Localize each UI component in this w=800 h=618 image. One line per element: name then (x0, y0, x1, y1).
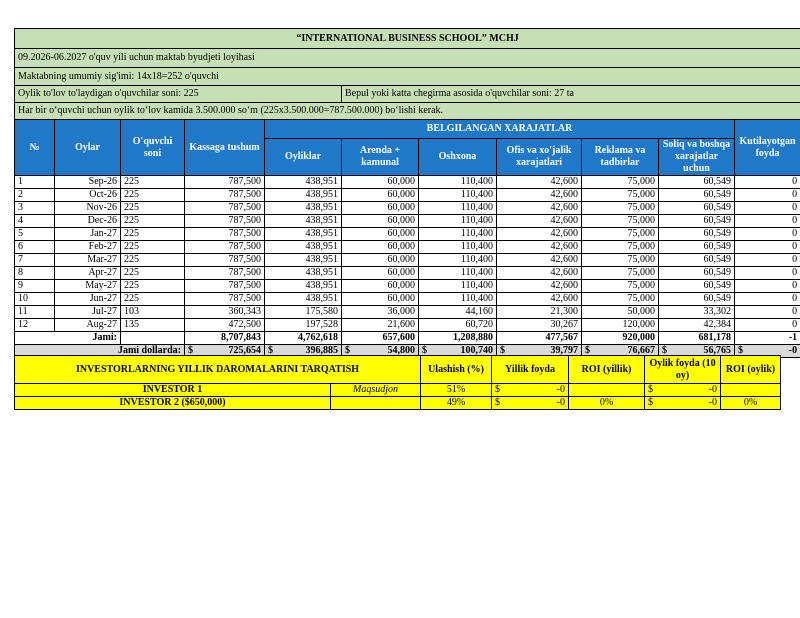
dollar-symbol: $ (648, 397, 654, 408)
row-ads: 75,000 (582, 254, 659, 267)
investor-yearly-profit (492, 384, 569, 397)
row-students: 225 (121, 228, 185, 241)
row-kitchen: 44,160 (419, 306, 497, 319)
row-month: Apr-27 (55, 267, 121, 280)
col-header-roi-yearly: ROI (yillik) (569, 356, 645, 384)
row-month: May-27 (55, 280, 121, 293)
row-office: 42,600 (497, 267, 582, 280)
row-salaries: 438,951 (265, 189, 342, 202)
table-row (15, 293, 800, 306)
row-cash: 787,500 (185, 267, 265, 280)
dollar-symbol: $ (268, 345, 273, 356)
investor-monthly-profit (645, 384, 721, 397)
col-header-rent: Arenda + kamunal (342, 139, 419, 176)
row-no: 4 (15, 215, 55, 228)
dollar-symbol: $ (495, 397, 501, 408)
row-cash: 787,500 (185, 176, 265, 189)
investor-roi-monthly: 0% (721, 397, 781, 410)
row-ads: 75,000 (582, 267, 659, 280)
row-month: Jan-27 (55, 228, 121, 241)
row-profit: 0 (735, 189, 800, 202)
capacity-info: Maktabning umumiy sig'imi: 14x18=252 o'quvchi (15, 68, 800, 86)
investor-monthly-profit (645, 397, 721, 410)
dollars-label: Jami dollarda: (15, 345, 185, 358)
col-header-kitchen: Oshxona (419, 139, 497, 176)
row-rent: 60,000 (342, 189, 419, 202)
row-kitchen: 110,400 (419, 202, 497, 215)
table-row (15, 241, 800, 254)
totals-profit: -1 (735, 332, 800, 345)
row-no: 5 (15, 228, 55, 241)
free-students-info: Bepul yoki katta chegirma asosida o'quvchilar soni: 27 ta (342, 86, 800, 103)
row-ads: 75,000 (582, 176, 659, 189)
investor-note: Maqsudjon (331, 384, 421, 397)
investor-roi-yearly: 0% (569, 397, 645, 410)
investor-roi-monthly (721, 384, 781, 397)
row-ads: 120,000 (582, 319, 659, 332)
row-students: 225 (121, 189, 185, 202)
row-cash: 787,500 (185, 241, 265, 254)
row-profit: 0 (735, 267, 800, 280)
col-header-roi-monthly: ROI (oylik) (721, 356, 781, 384)
row-rent: 60,000 (342, 202, 419, 215)
dollar-symbol: $ (500, 345, 505, 356)
investor-table (14, 355, 781, 410)
row-rent: 60,000 (342, 254, 419, 267)
row-kitchen: 110,400 (419, 189, 497, 202)
row-students: 225 (121, 202, 185, 215)
row-salaries: 438,951 (265, 228, 342, 241)
row-month: Oct-26 (55, 189, 121, 202)
row-profit: 0 (735, 306, 800, 319)
row-cash: 360,343 (185, 306, 265, 319)
col-header-tax: Soliq va boshqa xarajatlar uchun (659, 139, 735, 176)
table-row (15, 189, 800, 202)
row-kitchen: 110,400 (419, 267, 497, 280)
row-month: Jul-27 (55, 306, 121, 319)
row-no: 11 (15, 306, 55, 319)
row-cash: 472,500 (185, 319, 265, 332)
dollar-symbol: $ (495, 384, 501, 395)
dollar-symbol: $ (662, 345, 667, 356)
row-ads: 75,000 (582, 189, 659, 202)
col-header-no: № (15, 120, 55, 176)
row-profit: 0 (735, 319, 800, 332)
row-month: Nov-26 (55, 202, 121, 215)
row-office: 42,600 (497, 293, 582, 306)
row-rent: 60,000 (342, 241, 419, 254)
row-salaries: 438,951 (265, 254, 342, 267)
table-row (15, 280, 800, 293)
row-rent: 36,000 (342, 306, 419, 319)
row-kitchen: 110,400 (419, 280, 497, 293)
dollar-amount: 100,740 (460, 345, 493, 356)
row-profit: 0 (735, 215, 800, 228)
row-students: 135 (121, 319, 185, 332)
investor-yearly-value (495, 397, 565, 409)
row-office: 42,600 (497, 215, 582, 228)
dollar-symbol: $ (422, 345, 427, 356)
row-no: 6 (15, 241, 55, 254)
row-salaries: 438,951 (265, 267, 342, 280)
row-salaries: 438,951 (265, 293, 342, 306)
fee-note: Har bir o‘quvchi uchun oylik to‘lov kamida 3.500.000 so‘m (225x3.500.000=787.500.000) bo‘lishi kerak. (15, 103, 800, 120)
row-salaries: 438,951 (265, 202, 342, 215)
col-header-office: Ofis va xo'jalik xarajatlari (497, 139, 582, 176)
row-tax: 60,549 (659, 176, 735, 189)
investor-monthly-value (648, 397, 717, 409)
totals-label: Jami: (15, 332, 121, 345)
paying-students-info: Oylik to'lov to'laydigan o'quvchilar soni: 225 (15, 86, 342, 103)
col-header-ads: Reklama va tadbirlar (582, 139, 659, 176)
row-office: 30,267 (497, 319, 582, 332)
row-no: 9 (15, 280, 55, 293)
row-rent: 60,000 (342, 176, 419, 189)
row-month: Feb-27 (55, 241, 121, 254)
row-students: 225 (121, 254, 185, 267)
dollar-symbol: $ (188, 345, 193, 356)
row-salaries: 175,580 (265, 306, 342, 319)
row-cash: 787,500 (185, 254, 265, 267)
row-ads: 75,000 (582, 228, 659, 241)
dollar-amount: 725,654 (228, 345, 261, 356)
totals-salaries: 4,762,618 (265, 332, 342, 345)
row-salaries: 438,951 (265, 176, 342, 189)
row-profit: 0 (735, 202, 800, 215)
row-tax: 33,302 (659, 306, 735, 319)
row-rent: 60,000 (342, 280, 419, 293)
row-kitchen: 60,720 (419, 319, 497, 332)
dollar-amount: 39,797 (550, 345, 578, 356)
row-ads: 75,000 (582, 202, 659, 215)
month-rows (15, 176, 800, 332)
table-row (15, 176, 800, 189)
col-header-share: Ulashish (%) (421, 356, 492, 384)
dollar-amount: -0 (708, 384, 718, 395)
row-tax: 60,549 (659, 254, 735, 267)
totals-kitchen: 1,208,880 (419, 332, 497, 345)
row-students: 225 (121, 293, 185, 306)
row-salaries: 438,951 (265, 241, 342, 254)
row-students: 225 (121, 215, 185, 228)
row-tax: 60,549 (659, 241, 735, 254)
row-no: 7 (15, 254, 55, 267)
dollar-amount: 54,800 (387, 345, 415, 356)
row-kitchen: 110,400 (419, 254, 497, 267)
investor-note (331, 397, 421, 410)
budget-table (14, 28, 800, 358)
row-tax: 42,384 (659, 319, 735, 332)
row-month: Sep-26 (55, 176, 121, 189)
row-tax: 60,549 (659, 267, 735, 280)
col-header-students: O'quvchi soni (121, 120, 185, 176)
dollar-symbol: $ (738, 345, 743, 356)
row-ads: 75,000 (582, 293, 659, 306)
totals-ads: 920,000 (582, 332, 659, 345)
row-month: Dec-26 (55, 215, 121, 228)
row-tax: 60,549 (659, 280, 735, 293)
row-students: 225 (121, 280, 185, 293)
dollar-amount: -0 (556, 397, 566, 408)
row-salaries: 197,528 (265, 319, 342, 332)
row-ads: 75,000 (582, 241, 659, 254)
row-cash: 787,500 (185, 215, 265, 228)
table-row (15, 254, 800, 267)
row-office: 42,600 (497, 202, 582, 215)
row-office: 42,600 (497, 241, 582, 254)
investor-section-title: INVESTORLARNING YILLIK DAROMALARINI TARQATISH (15, 356, 421, 384)
row-rent: 60,000 (342, 215, 419, 228)
investor-yearly-value (495, 384, 565, 396)
col-header-monthly-profit: Oylik foyda (10 oy) (645, 356, 721, 384)
dollar-symbol: $ (648, 384, 654, 395)
row-rent: 60,000 (342, 267, 419, 280)
row-students: 225 (121, 241, 185, 254)
col-header-salaries: Oyliklar (265, 139, 342, 176)
row-cash: 787,500 (185, 202, 265, 215)
dollar-symbol: $ (585, 345, 590, 356)
row-students: 225 (121, 267, 185, 280)
investor-share: 51% (421, 384, 492, 397)
totals-cash: 8,707,843 (185, 332, 265, 345)
report-subtitle: 09.2026-06.2027 o'quv yili uchun maktab byudjeti loyihasi (15, 49, 800, 68)
row-salaries: 438,951 (265, 215, 342, 228)
row-cash: 787,500 (185, 280, 265, 293)
row-rent: 60,000 (342, 228, 419, 241)
row-profit: 0 (735, 280, 800, 293)
table-row (15, 306, 800, 319)
row-office: 42,600 (497, 254, 582, 267)
table-row (15, 215, 800, 228)
totals-tax: 681,178 (659, 332, 735, 345)
row-ads: 50,000 (582, 306, 659, 319)
row-office: 42,600 (497, 280, 582, 293)
row-month: Mar-27 (55, 254, 121, 267)
row-no: 12 (15, 319, 55, 332)
row-no: 3 (15, 202, 55, 215)
dollar-symbol: $ (345, 345, 350, 356)
col-header-cash: Kassaga tushum (185, 120, 265, 176)
row-profit: 0 (735, 176, 800, 189)
investor-name: INVESTOR 1 (15, 384, 331, 397)
row-kitchen: 110,400 (419, 293, 497, 306)
row-office: 42,600 (497, 189, 582, 202)
totals-rent: 657,600 (342, 332, 419, 345)
row-kitchen: 110,400 (419, 215, 497, 228)
row-month: Aug-27 (55, 319, 121, 332)
col-header-profit: Kutilayotgan foyda (735, 120, 800, 176)
row-ads: 75,000 (582, 280, 659, 293)
row-rent: 21,600 (342, 319, 419, 332)
row-profit: 0 (735, 254, 800, 267)
row-tax: 60,549 (659, 293, 735, 306)
row-profit: 0 (735, 241, 800, 254)
row-cash: 787,500 (185, 189, 265, 202)
col-header-fixed-expenses: BELGILANGAN XARAJATLAR (265, 120, 735, 139)
row-rent: 60,000 (342, 293, 419, 306)
row-kitchen: 110,400 (419, 176, 497, 189)
row-tax: 60,549 (659, 215, 735, 228)
row-no: 8 (15, 267, 55, 280)
table-row (15, 202, 800, 215)
row-office: 42,600 (497, 176, 582, 189)
investor-name: INVESTOR 2 ($650,000) (15, 397, 331, 410)
investor-share: 49% (421, 397, 492, 410)
row-kitchen: 110,400 (419, 228, 497, 241)
totals-office: 477,567 (497, 332, 582, 345)
row-cash: 787,500 (185, 293, 265, 306)
row-tax: 60,549 (659, 189, 735, 202)
investor-rows (15, 384, 781, 410)
investor-monthly-value (648, 384, 717, 396)
row-month: Jun-27 (55, 293, 121, 306)
col-header-yearly-profit: Yillik foyda (492, 356, 569, 384)
col-header-month: Oylar (55, 120, 121, 176)
row-students: 225 (121, 176, 185, 189)
row-tax: 60,549 (659, 202, 735, 215)
investor-row (15, 384, 781, 397)
investor-roi-yearly (569, 384, 645, 397)
dollar-amount: -0 (708, 397, 718, 408)
table-row (15, 319, 800, 332)
row-no: 2 (15, 189, 55, 202)
table-row (15, 228, 800, 241)
row-office: 42,600 (497, 228, 582, 241)
totals-students-empty (121, 332, 185, 345)
row-cash: 787,500 (185, 228, 265, 241)
row-profit: 0 (735, 228, 800, 241)
investor-yearly-profit (492, 397, 569, 410)
row-profit: 0 (735, 293, 800, 306)
row-no: 10 (15, 293, 55, 306)
dollar-amount: -0 (556, 384, 566, 395)
row-office: 21,300 (497, 306, 582, 319)
dollar-amount: -0 (788, 345, 798, 356)
row-no: 1 (15, 176, 55, 189)
table-row (15, 267, 800, 280)
row-salaries: 438,951 (265, 280, 342, 293)
row-students: 103 (121, 306, 185, 319)
investor-row (15, 397, 781, 410)
row-ads: 75,000 (582, 215, 659, 228)
row-tax: 60,549 (659, 228, 735, 241)
report-title: “INTERNATIONAL BUSINESS SCHOOL” MCHJ (15, 29, 800, 49)
dollar-amount: 396,885 (305, 345, 338, 356)
dollar-amount: 56,765 (703, 345, 731, 356)
row-kitchen: 110,400 (419, 241, 497, 254)
dollar-amount: 76,667 (627, 345, 655, 356)
